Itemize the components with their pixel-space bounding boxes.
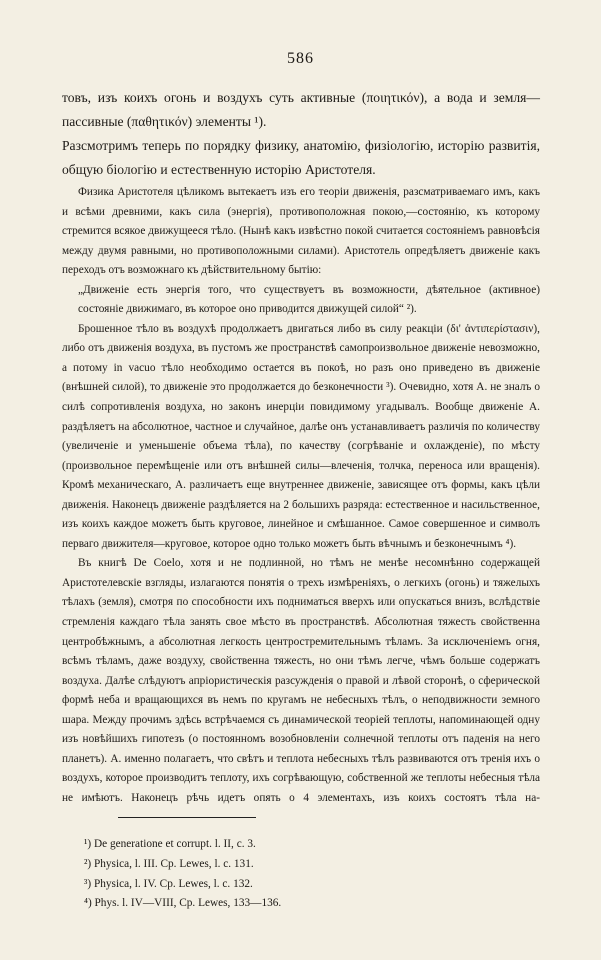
- main-text: [62, 183, 540, 809]
- paragraph-quote: „Движеніе есть энергія того, что существуетъ въ возможности, дѣятельное (активное) состояніе движимаго, въ которое оно приводится движущей силой“ ²).: [78, 283, 540, 316]
- footnotes: [84, 835, 444, 914]
- paragraph-de-coelo: Въ книгѣ De Coelo, хотя и не подлинной, но тѣмъ не менѣе несомнѣнно содержащей Аристотелевскіе взгляды, излагаются понятія о трехъ измѣреніяхъ, о легкихъ (огонь) и тяжелыхъ тѣлахъ (земля), смотря по способности ихъ подниматься вверхъ или опускаться внизъ, вслѣдствіе стремленія каждаго тѣла занять свое мѣсто въ пространствѣ. Абсолютная тяжесть свойственна центробѣжнымъ, а абсолютная легкость центростремительнымъ тѣламъ. За исключеніемъ огня, всѣмъ тѣламъ, даже воздуху, свойственна тяжесть, но они тѣмъ легче, чѣмъ больше содержатъ воздуха. Далѣе слѣдуютъ апріористическія разсужденія о правой и лѣвой сторонѣ, о сферической формѣ неба и вращающихся въ немъ по кругамъ не небесныхъ тѣлъ, о неподвижности земного шара. Между прочимъ здѣсь встрѣчаемся съ динамической теоріей теплоты, напоминающей одну изъ новѣйшихъ гипотезъ (о постоянномъ возобновленіи солнечной теплоты отъ паденія на него планетъ). А. именно полагаетъ, что свѣтъ и теплота небесныхъ тѣлъ развиваются отъ тренія ихъ о воздухъ, которое производитъ теплоту, ихъ согрѣвающую, собственной же теплоты небесныя тѣла не имѣютъ. Наконецъ рѣчь идетъ опять о 4 элементахъ, изъ коихъ состоятъ тѣла на-: [62, 557, 540, 804]
- intro-line-overview: Разсмотримъ теперь по порядку физику, анатомію, физіологію, исторію развитія, общую біологію и естественную исторію Аристотеля.: [62, 138, 540, 177]
- paragraph-motion: Брошенное тѣло въ воздухѣ продолжаетъ двигаться либо въ силу реакціи (δι' ἀντιπερίστασιν), либо отъ движенія воздуха, въ пустомъ же пространствѣ самопроизвольное движеніе невозможно, а потому in vacuo тѣло необходимо остается въ покоѣ, но разъ оно приведено въ движеніе (внѣшней силой), то движеніе это продолжается до безконечности ³). Очевидно, хотя А. не зналъ о силѣ сопротивленія воздуха, но законъ инерціи повидимому угадывалъ. Вообще движеніе А. раздѣляетъ на абсолютное, частное и случайное, далѣе онъ устанавливаетъ различія по количеству (увеличеніе и уменьшеніе объема тѣла), по качеству (согрѣваніе и охлажденіе), по мѣсту (произвольное перемѣщеніе или отъ внѣшней силы—влеченія, толчка, переноса или вращенія). Кромѣ механическаго, А. различаетъ еще внутреннее движеніе, зависящее отъ формы, какъ цѣли движенія. Наконецъ движеніе раздѣляется на 2 большихъ разряда: естественное и насильственное, изъ коихъ каждое можетъ быть круговое, линейное и смѣшанное. Самое совершенное и символъ перваго движителя—круговое, которое одно только можетъ быть вѣчнымъ и безконечнымъ ⁴).: [62, 322, 540, 550]
- footnote-4: ⁴) Phys. l. IV—VIII, Cp. Lewes, 133—136.: [84, 897, 282, 910]
- page-number: 586: [287, 50, 314, 67]
- footnote-2: ²) Physica, l. III. Cp. Lewes, l. c. 131.: [84, 857, 254, 870]
- paragraph-physics: Физика Аристотеля цѣликомъ вытекаетъ изъ его теоріи движенія, разсматриваемаго имъ, какъ и всѣми древними, какъ сила (энергія), противоположная покою,—состоянію, къ которому стремится всякое движущееся тѣло. (Нынѣ какъ извѣстно покой считается состояніемъ равновѣсія между двумя равными, но противоположными силами). Аристотель опредѣляетъ движеніе какъ переходъ отъ возможнаго къ дѣйствительному бытію:: [62, 186, 540, 277]
- footnote-1: ¹) De generatione et corrupt. l. II, c. 3.: [84, 838, 256, 850]
- intro-line-elements: товъ, изъ коихъ огонь и воздухъ суть активные (ποιητικόν), а вода и земля—пассивные (παθητικόν) элементы ¹).: [62, 90, 540, 129]
- intro-block: [62, 86, 540, 182]
- footnote-3: ³) Physica, l. IV. Cp. Lewes, l. c. 132.: [84, 877, 253, 890]
- footnote-divider: [118, 817, 256, 818]
